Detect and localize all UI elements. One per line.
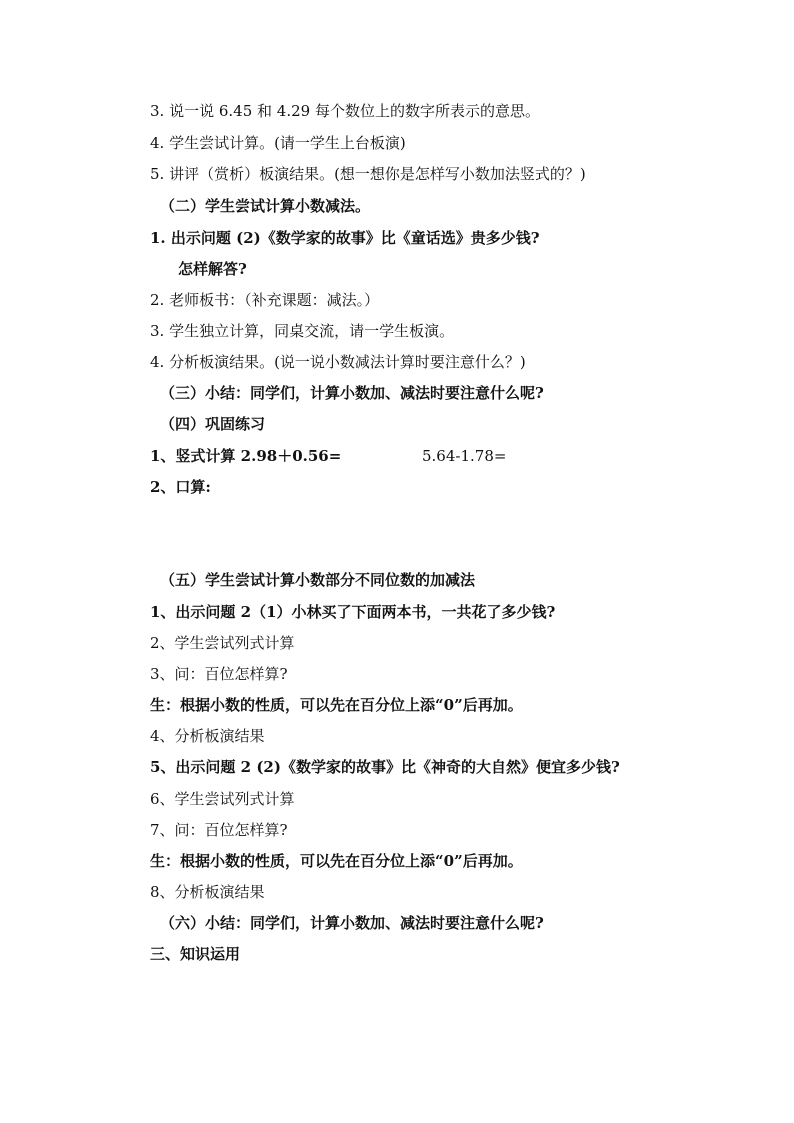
question-2-howto: 怎样解答? (178, 260, 247, 278)
student-independent-calc: 3. 学生独立计算，同桌交流，请一学生板演。 (150, 322, 455, 340)
step-2-try-calc: 2、学生尝试列式计算 (150, 634, 295, 652)
question-2-prompt: 1. 出示问题 (2)《数学家的故事》比《童话选》贵多少钱? (150, 229, 540, 247)
vertical-calc-exercise: 1、竖式计算 2.98＋0.56= (150, 447, 342, 465)
step-7-question: 7、问：百位怎样算? (150, 821, 288, 839)
problem-2-1: 1、出示问题 2（1）小林买了下面两本书，一共花了多少钱? (150, 603, 556, 621)
analyze-subtraction: 4. 分析板演结果。(说一说小数减法计算时要注意什么？) (150, 353, 526, 371)
section-3-summary: （三）小结：同学们，计算小数加、减法时要注意什么呢? (160, 384, 544, 402)
section-5-heading: （五）学生尝试计算小数部分不同位数的加减法 (160, 571, 476, 589)
step-4-student-try: 4. 学生尝试计算。(请一学生上台板演) (150, 134, 406, 152)
section-4-heading: （四）巩固练习 (160, 415, 266, 433)
step-3-question: 3、问：百位怎样算? (150, 665, 288, 683)
step-6-try-calc: 6、学生尝试列式计算 (150, 790, 295, 808)
part-3-heading: 三、知识运用 (150, 945, 241, 963)
section-6-summary: （六）小结：同学们，计算小数加、减法时要注意什么呢? (160, 914, 544, 932)
section-2-heading: （二）学生尝试计算小数减法。 (160, 197, 371, 215)
student-answer-2: 生：根据小数的性质，可以先在百分位上添“0”后再加。 (150, 852, 523, 870)
step-4-analyze: 4、分析板演结果 (150, 727, 265, 745)
vertical-calc-exercise-2: 5.64-1.78= (422, 447, 507, 465)
teacher-board-note: 2. 老师板书：（补充课题：减法。） (150, 291, 380, 309)
student-answer-1: 生：根据小数的性质，可以先在百分位上添“0”后再加。 (150, 696, 523, 714)
step-3-explain-digits: 3. 说一说 6.45 和 4.29 每个数位上的数字所表示的意思。 (150, 102, 540, 120)
step-5-review-results: 5. 讲评（赏析）板演结果。(想一想你是怎样写小数加法竖式的？) (150, 165, 586, 183)
step-8-analyze: 8、分析板演结果 (150, 883, 265, 901)
mental-math-label: 2、口算: (150, 478, 211, 496)
problem-2-2: 5、出示问题 2 (2)《数学家的故事》比《神奇的大自然》便宜多少钱? (150, 758, 620, 776)
